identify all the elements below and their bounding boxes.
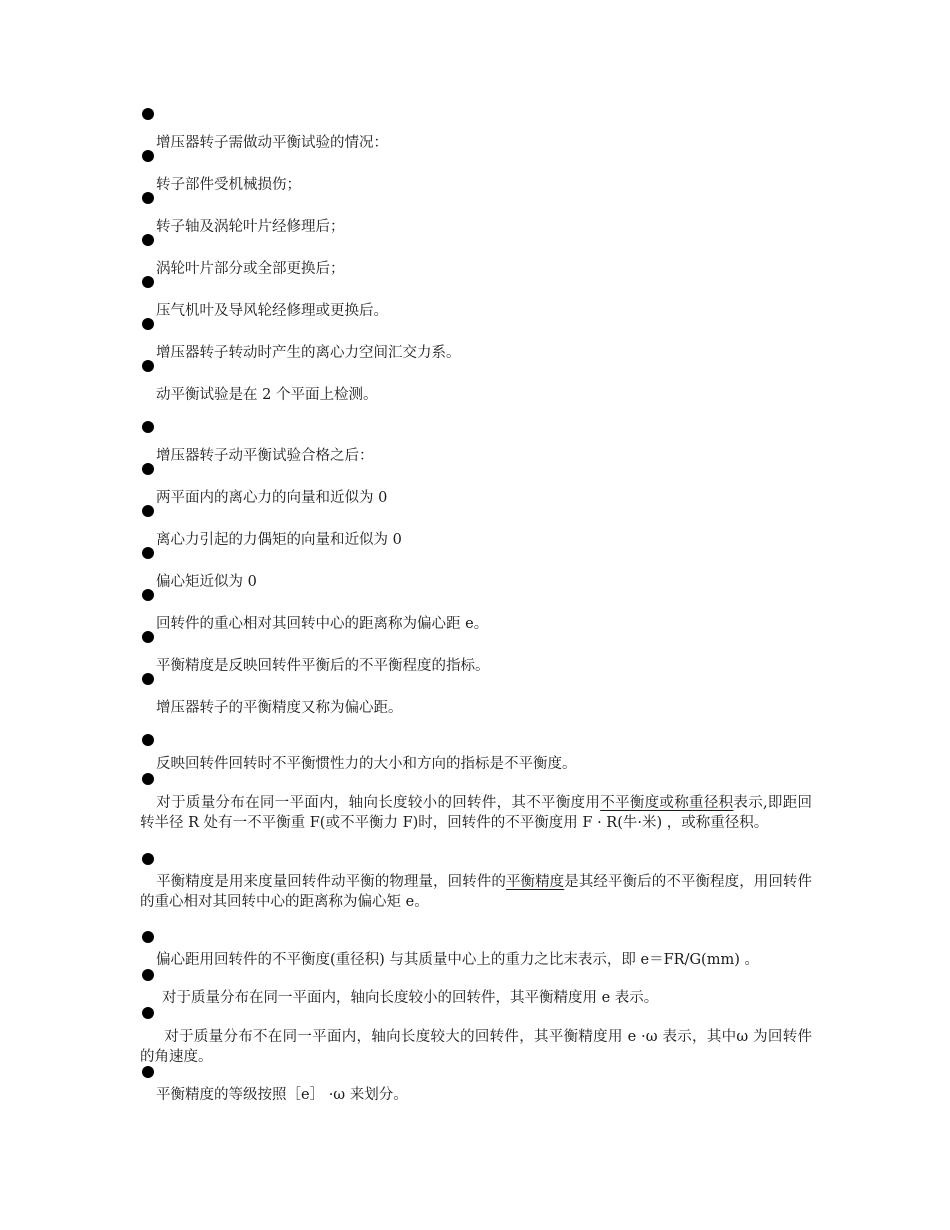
paragraph-text: 对于质量分布在同一平面内，轴向长度较小的回转件，其不平衡度用 xyxy=(156,795,601,811)
bullet xyxy=(142,360,154,372)
paragraph-unbalance xyxy=(140,793,812,833)
paragraph-angular xyxy=(140,1027,812,1067)
text-line: 涡轮叶片部分或全部更换后； xyxy=(156,261,345,277)
bullet xyxy=(142,192,154,204)
bullet xyxy=(142,673,154,685)
paragraph-text: 平衡精度是用来度量回转件动平衡的物理量，回转件的 xyxy=(156,874,506,890)
text-line: 增压器转子转动时产生的离心力空间汇交力系。 xyxy=(156,345,461,361)
text-line: 两平面内的离心力的向量和近似为 0 xyxy=(156,490,388,506)
text-line: 压气机叶及导风轮经修理或更换后。 xyxy=(156,303,388,319)
bullet xyxy=(142,853,154,865)
paragraph-text: 是其经平衡后的不平衡程度，用回转件的重心相对其回转中心的距离称为偏心矩 e。 xyxy=(140,874,813,910)
text-line: 转子部件受机械损伤； xyxy=(156,177,301,193)
paragraph-precision xyxy=(140,872,812,912)
bullet xyxy=(142,969,154,981)
bullet xyxy=(142,931,154,943)
underlined-term: 平衡精度 xyxy=(505,874,565,890)
bullet xyxy=(142,276,154,288)
bullet xyxy=(142,734,154,746)
text-line: 动平衡试验是在 2 个平面上检测。 xyxy=(156,387,378,403)
text-line: 平衡精度的等级按照［e］ ·ω 来划分。 xyxy=(156,1087,408,1103)
text-line: 增压器转子的平衡精度又称为偏心距。 xyxy=(156,700,403,716)
bullet xyxy=(142,108,154,120)
text-line: 转子轴及涡轮叶片经修理后； xyxy=(156,219,345,235)
text-line: 离心力引起的力偶矩的向量和近似为 0 xyxy=(156,532,402,548)
text-line: 偏心矩近似为 0 xyxy=(156,574,257,590)
bullet xyxy=(142,589,154,601)
text-line: 增压器转子需做动平衡试验的情况： xyxy=(156,135,388,151)
bullet xyxy=(142,1007,154,1019)
bullet xyxy=(142,421,154,433)
bullet xyxy=(142,631,154,643)
bullet xyxy=(142,773,154,785)
text-line: 反映回转件回转时不平衡惯性力的大小和方向的指标是不平衡度。 xyxy=(156,756,577,772)
underlined-term: 不平衡度或称重径积 xyxy=(600,795,734,811)
text-line: 平衡精度是反映回转件平衡后的不平衡程度的指标。 xyxy=(156,658,490,674)
formula-line: 偏心距用回转件的不平衡度(重径积) 与其质量中心上的重力之比末表示，即 e＝FR/G(mm) 。 xyxy=(156,952,759,968)
text-line: 对于质量分布在同一平面内，轴向长度较小的回转件，其平衡精度用 e 表示。 xyxy=(162,990,659,1006)
bullet xyxy=(142,505,154,517)
bullet xyxy=(142,234,154,246)
text-line: 回转件的重心相对其回转中心的距离称为偏心距 e。 xyxy=(156,616,489,632)
bullet xyxy=(142,150,154,162)
text-line: 增压器转子动平衡试验合格之后： xyxy=(156,448,374,464)
bullet xyxy=(142,318,154,330)
paragraph-text: 对于质量分布不在同一平面内，轴向长度较大的回转件，其平衡精度用 e ·ω 表示，其中ω 为回转件的角速度。 xyxy=(140,1029,812,1065)
bullet xyxy=(142,463,154,475)
bullet xyxy=(142,547,154,559)
paragraph-text: 表示,即距回转半径 R 处有一不平衡重 F(或不平衡力 F)时，回转件的不平衡度用 F · R(牛·米) ，或称重径积。 xyxy=(140,795,813,831)
bullet xyxy=(142,1066,154,1078)
